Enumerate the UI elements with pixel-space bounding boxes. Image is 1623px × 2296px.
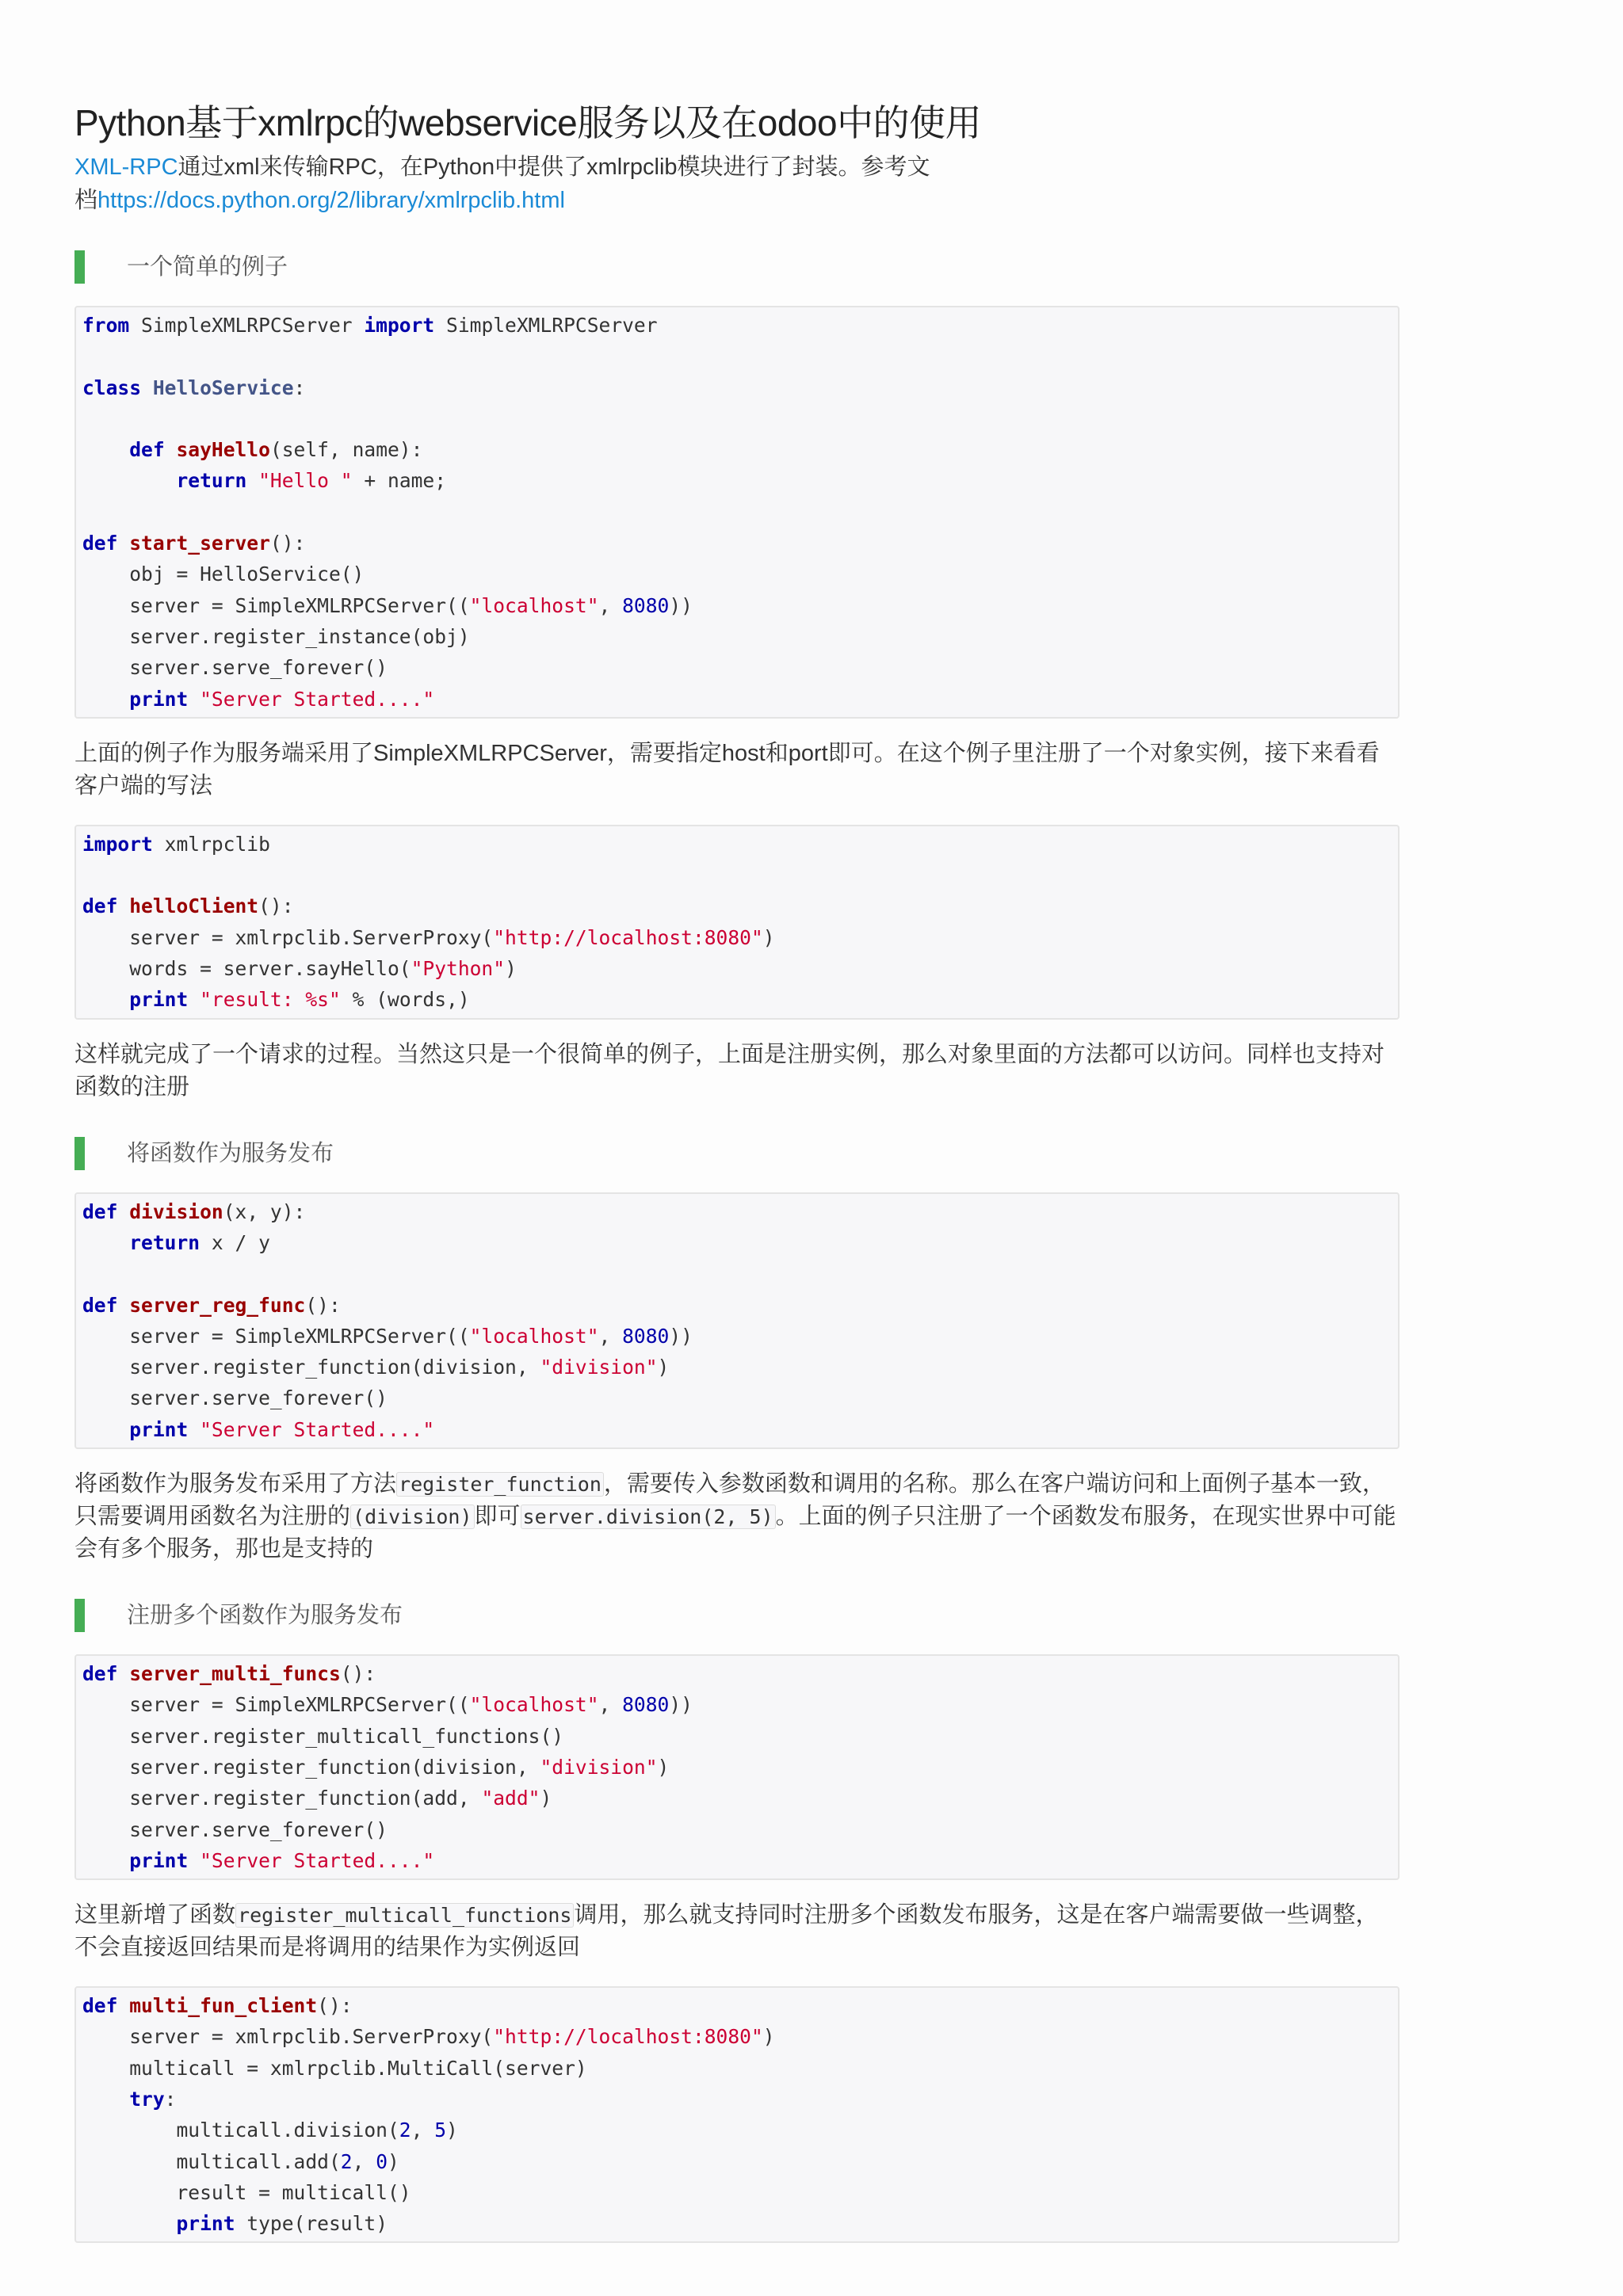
code-line bbox=[82, 652, 1398, 683]
code-token: server_multi_funcs bbox=[129, 1662, 341, 1686]
code-token bbox=[188, 688, 200, 711]
code-token: import bbox=[364, 314, 435, 337]
code-line bbox=[82, 2177, 1398, 2208]
code-token: (self, name): bbox=[269, 438, 423, 462]
code-token: try bbox=[129, 2087, 165, 2111]
code-token: print bbox=[176, 2212, 235, 2236]
code-line bbox=[82, 1783, 1398, 1814]
code-token: 0 bbox=[376, 2149, 388, 2173]
code-token: (): bbox=[269, 532, 306, 555]
code-line bbox=[82, 590, 1398, 621]
code-token: ) bbox=[762, 2025, 775, 2049]
code-token: + name; bbox=[352, 469, 447, 493]
code-token: multicall.division( bbox=[82, 2119, 399, 2142]
code-token: "Server Started...." bbox=[200, 687, 435, 711]
code-token: obj = HelloService() bbox=[82, 563, 365, 586]
code-token: "division" bbox=[540, 1356, 658, 1379]
code-token: HelloService bbox=[152, 376, 294, 399]
code-token bbox=[117, 532, 129, 555]
paragraph-text: 。上面的例子只注册了一个函数发布服务，在现实世界中可能会有多个服务，那也是支持的 bbox=[74, 1504, 1396, 1562]
code-line bbox=[82, 1258, 1398, 1289]
code-token: division bbox=[129, 1199, 223, 1223]
code-line bbox=[82, 621, 1398, 652]
heading-text: 注册多个函数作为服务发布 bbox=[127, 1603, 403, 1629]
code-token bbox=[188, 1849, 200, 1872]
inline-code: (division) bbox=[350, 1505, 475, 1529]
code-line bbox=[82, 1321, 1398, 1352]
code-token: from bbox=[82, 314, 130, 337]
intro-text: 通过xml来传输RPC，在Python中提供了xmlrpclib模块进行了封装。参考文 bbox=[178, 154, 930, 180]
article bbox=[74, 97, 1400, 2243]
code-token: server = SimpleXMLRPCServer(( bbox=[82, 593, 470, 617]
code-line bbox=[82, 860, 1398, 891]
code-token bbox=[117, 1994, 129, 2017]
code-token: ) bbox=[446, 2119, 458, 2142]
inline-code: register_function bbox=[396, 1472, 604, 1497]
code-block-server bbox=[74, 306, 1400, 719]
paragraph-text: 调用，那么就支持同时注册多个函数发布服务，这是在客户端需要做一些调整，不会直接返回结果而是将调用的结果作为实例返回 bbox=[74, 1902, 1379, 1961]
code-block-multi-client bbox=[74, 1986, 1400, 2243]
code-token: server = SimpleXMLRPCServer(( bbox=[82, 1693, 470, 1717]
code-token bbox=[165, 438, 177, 461]
code-token: ) bbox=[540, 1787, 552, 1810]
code-token bbox=[82, 469, 176, 492]
code-token: ) bbox=[657, 1755, 670, 1779]
code-token bbox=[82, 438, 129, 461]
code-line bbox=[82, 891, 1398, 921]
code-token: , bbox=[598, 1693, 623, 1717]
xml-rpc-link[interactable]: XML-RPC bbox=[74, 154, 178, 180]
code-token: "localhost" bbox=[469, 593, 599, 617]
code-token: def bbox=[82, 1293, 118, 1317]
code-line bbox=[82, 1721, 1398, 1752]
paragraph-text: ，需要传入参数函数和调用的名称。那么在客户端访问和上面例子基本一致，只需要调用函数名为注册的 bbox=[74, 1471, 1385, 1530]
code-token: server.register_function(add, bbox=[82, 1787, 482, 1810]
code-token: def bbox=[82, 1994, 118, 2018]
code-token: def bbox=[82, 1199, 118, 1223]
code-token bbox=[82, 1849, 129, 1872]
code-token: print bbox=[129, 687, 189, 711]
heading-accent-bar bbox=[74, 1599, 85, 1632]
code-token: type(result) bbox=[235, 2212, 388, 2236]
code-token: x / y bbox=[200, 1230, 270, 1254]
code-token: (): bbox=[305, 1293, 341, 1317]
code-line bbox=[82, 1689, 1398, 1720]
paragraph-client-explanation: 这样就完成了一个请求的过程。当然这只是一个很简单的例子，上面是注册实例，那么对象里面的方法都可以访问。同样也支持对函数的注册 bbox=[74, 1041, 1385, 1100]
code-line bbox=[82, 829, 1398, 860]
section-heading-simple-example bbox=[74, 250, 1400, 284]
code-token: "http://localhost:8080" bbox=[493, 2025, 763, 2049]
code-line bbox=[82, 2021, 1398, 2052]
code-token bbox=[82, 988, 129, 1011]
code-token: (): bbox=[258, 894, 294, 918]
code-token bbox=[82, 688, 129, 711]
code-line bbox=[82, 2208, 1398, 2239]
code-token bbox=[188, 1418, 200, 1441]
code-token: 8080 bbox=[622, 1693, 670, 1717]
code-line bbox=[82, 434, 1398, 465]
code-token: import bbox=[82, 832, 153, 856]
section-heading-multi-functions bbox=[74, 1599, 1400, 1632]
code-token: )) bbox=[669, 593, 693, 617]
code-token: "localhost" bbox=[469, 1324, 599, 1348]
code-token: SimpleXMLRPCServer bbox=[434, 314, 658, 337]
code-token: def bbox=[82, 532, 118, 555]
code-token: server = xmlrpclib.ServerProxy( bbox=[82, 925, 494, 949]
paragraph-text: 即可 bbox=[474, 1504, 521, 1530]
code-token bbox=[82, 2212, 176, 2235]
paragraph-server-explanation: 上面的例子作为服务端采用了SimpleXMLRPCServer，需要指定host和port即可。在这个例子里注册了一个对象实例，接下来看看客户端的写法 bbox=[74, 740, 1380, 799]
code-token: return bbox=[176, 469, 247, 493]
code-token: "division" bbox=[540, 1755, 658, 1779]
code-token: 8080 bbox=[622, 593, 670, 617]
code-token bbox=[82, 2088, 129, 2111]
code-token: (): bbox=[340, 1662, 376, 1686]
code-token: : bbox=[164, 2087, 177, 2111]
code-token bbox=[117, 894, 129, 917]
code-line bbox=[82, 1752, 1398, 1783]
code-line bbox=[82, 1990, 1398, 2021]
code-token: , bbox=[598, 1324, 623, 1348]
code-token: 2 bbox=[340, 2149, 353, 2173]
code-line bbox=[82, 922, 1398, 953]
code-token bbox=[117, 1200, 129, 1223]
code-token: xmlrpclib bbox=[152, 832, 270, 856]
intro-text-2: 档 bbox=[74, 188, 98, 213]
code-token: class bbox=[82, 376, 142, 399]
code-line bbox=[82, 465, 1398, 496]
inline-code: server.division(2, 5) bbox=[521, 1505, 776, 1529]
code-token: server.serve_forever() bbox=[82, 1817, 388, 1841]
code-token: def bbox=[82, 894, 118, 918]
code-token: server.register_function(division, bbox=[82, 1755, 540, 1779]
code-line bbox=[82, 372, 1398, 403]
intro-paragraph bbox=[74, 151, 1400, 217]
code-token: server_reg_func bbox=[129, 1293, 306, 1317]
code-token bbox=[246, 469, 258, 492]
code-token bbox=[188, 988, 200, 1011]
code-token bbox=[117, 1294, 129, 1317]
heading-text: 一个简单的例子 bbox=[127, 254, 288, 280]
code-line bbox=[82, 1845, 1398, 1876]
paragraph-text: 将函数作为服务发布采用了方法 bbox=[74, 1471, 397, 1497]
code-token: )) bbox=[669, 1324, 693, 1348]
code-token: server.register_multicall_functions() bbox=[82, 1724, 564, 1748]
code-token: "localhost" bbox=[469, 1693, 599, 1717]
inline-code: register_multicall_functions bbox=[235, 1903, 574, 1928]
heading-accent-bar bbox=[74, 1137, 85, 1170]
code-line bbox=[82, 1227, 1398, 1258]
section-heading-register-function bbox=[74, 1137, 1400, 1170]
code-token: "http://localhost:8080" bbox=[493, 925, 763, 949]
code-line bbox=[82, 1414, 1398, 1445]
code-token: server = SimpleXMLRPCServer(( bbox=[82, 1324, 470, 1348]
code-token: multi_fun_client bbox=[129, 1994, 318, 2018]
code-token: "result: %s" bbox=[200, 988, 341, 1012]
code-token: "Hello " bbox=[258, 469, 353, 493]
code-token: (x, y): bbox=[223, 1199, 306, 1223]
code-token: , bbox=[598, 593, 623, 617]
code-line bbox=[82, 559, 1398, 589]
code-token: ) bbox=[505, 957, 517, 981]
code-token: , bbox=[411, 2119, 435, 2142]
heading-text: 将函数作为服务发布 bbox=[127, 1140, 334, 1166]
code-token: "Server Started...." bbox=[200, 1417, 435, 1441]
code-token: "add" bbox=[481, 1787, 540, 1810]
code-line bbox=[82, 2115, 1398, 2145]
code-token: ) bbox=[388, 2149, 399, 2173]
code-token: result = multicall() bbox=[82, 2180, 411, 2204]
code-line bbox=[82, 528, 1398, 559]
paragraph-multicall bbox=[74, 1899, 1400, 1964]
code-line bbox=[82, 1383, 1398, 1413]
code-token: def bbox=[129, 438, 165, 462]
code-line bbox=[82, 341, 1398, 372]
code-token: , bbox=[352, 2149, 376, 2173]
code-line bbox=[82, 310, 1398, 341]
code-line bbox=[82, 684, 1398, 715]
code-token: print bbox=[129, 1848, 189, 1872]
code-line bbox=[82, 403, 1398, 434]
code-token: (): bbox=[317, 1994, 353, 2018]
code-token: sayHello bbox=[176, 438, 270, 462]
code-token: ) bbox=[657, 1356, 670, 1379]
code-line bbox=[82, 984, 1398, 1015]
code-token: helloClient bbox=[129, 894, 259, 918]
code-line bbox=[82, 1352, 1398, 1383]
code-line bbox=[82, 1658, 1398, 1689]
code-line bbox=[82, 2084, 1398, 2115]
code-token: server.serve_forever() bbox=[82, 1386, 388, 1410]
paragraph-register-function bbox=[74, 1468, 1400, 1566]
heading-accent-bar bbox=[74, 250, 85, 284]
code-token: words = server.sayHello( bbox=[82, 957, 411, 981]
code-line bbox=[82, 1196, 1398, 1227]
code-token: 8080 bbox=[622, 1324, 670, 1348]
paragraph-text: 这里新增了函数 bbox=[74, 1902, 236, 1928]
code-token: "Python" bbox=[411, 957, 506, 981]
code-token: multicall = xmlrpclib.MultiCall(server) bbox=[82, 2056, 587, 2080]
code-token bbox=[82, 1231, 129, 1254]
code-block-multi-server bbox=[74, 1654, 1400, 1880]
docs-link[interactable]: https://docs.python.org/2/library/xmlrpclib.html bbox=[97, 188, 565, 213]
code-token bbox=[141, 376, 153, 399]
code-token: "Server Started...." bbox=[200, 1848, 435, 1872]
code-token: print bbox=[129, 988, 189, 1012]
code-token: start_server bbox=[129, 532, 270, 555]
code-line bbox=[82, 953, 1398, 984]
page-title: Python基于xmlrpc的webservice服务以及在odoo中的使用 bbox=[74, 102, 982, 143]
code-line bbox=[82, 2053, 1398, 2084]
code-line bbox=[82, 1814, 1398, 1845]
code-token: 2 bbox=[399, 2119, 411, 2142]
code-line bbox=[82, 1290, 1398, 1321]
code-token: % (words,) bbox=[340, 988, 470, 1012]
code-line bbox=[82, 2146, 1398, 2177]
code-block-register-function bbox=[74, 1192, 1400, 1449]
code-line bbox=[82, 497, 1398, 528]
code-token: SimpleXMLRPCServer bbox=[129, 314, 365, 337]
code-token: : bbox=[293, 376, 306, 399]
code-token: server.register_instance(obj) bbox=[82, 624, 470, 648]
code-token: multicall.add( bbox=[82, 2149, 341, 2173]
code-token: )) bbox=[669, 1693, 693, 1717]
code-token: return bbox=[129, 1230, 200, 1254]
code-token: server.serve_forever() bbox=[82, 656, 388, 680]
code-token: ) bbox=[762, 925, 775, 949]
code-token bbox=[82, 1418, 129, 1441]
code-token bbox=[117, 1662, 129, 1685]
code-token: 5 bbox=[434, 2119, 447, 2142]
code-token: server = xmlrpclib.ServerProxy( bbox=[82, 2025, 494, 2049]
code-token: print bbox=[129, 1417, 189, 1441]
code-block-client bbox=[74, 825, 1400, 1020]
code-token: server.register_function(division, bbox=[82, 1356, 540, 1379]
code-token: def bbox=[82, 1662, 118, 1686]
